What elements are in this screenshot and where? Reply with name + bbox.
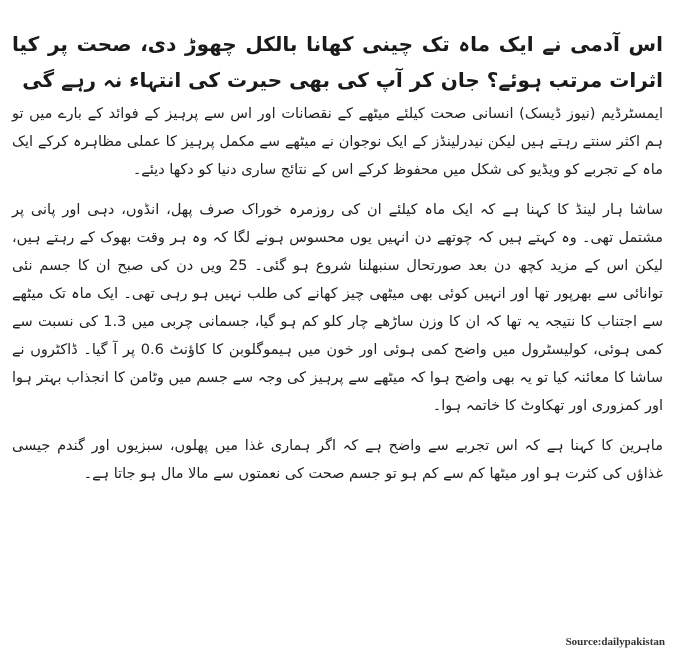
article-paragraph-intro: ایمسٹرڈیم (نیوز ڈیسک) انسانی صحت کیلئے میٹھے کے نقصانات اور اس سے پرہیز کے فوائد کے بارے میں تو ہم اکثر سنتے رہتے ہیں لیکن نیدرلینڈز کے ایک نوجوان نے میٹھے سے مکمل پرہیز کا عملی مظاہرہ کرکے ایک ماہ کے تجربے کو ویڈیو کی شکل میں محفوظ کرکے اس کے نتائج ساری دنیا کو دکھا دیئے۔: [12, 106, 663, 178]
article-body: [12, 26, 663, 500]
article-paragraph-results: ساشا ہار لینڈ کا کہنا ہے کہ ایک ماہ کیلئے ان کی روزمرہ خوراک صرف پھل، انڈوں، دہی اور پانی پر مشتمل تھی۔ وہ کہتے ہیں کہ چوتھے دن انہیں یوں محسوس ہونے لگا کہ وہ ہر وقت بھوک کے رہتے ہیں، لیکن اس کے مزید کچھ دن بعد صورتحال سنبھلنا شروع ہو گئی۔ 25 ویں دن کی صبح ان کا جسم نئی توانائی سے بھرپور تھا اور انہیں کوئی بھی میٹھی چیز کھانے کی طلب نہیں ہو رہی تھی۔ ایک ماہ تک میٹھے سے اجتناب کا نتیجہ یہ تھا کہ ان کا وزن ساڑھے چار کلو کم ہو گیا، جسمانی چربی میں 1.3 کی نسبت سے کمی ہوئی، کولیسٹرول میں واضح کمی ہوئی اور خون میں ہیموگلوبن کا کاؤنٹ 0.6 پر آ گیا۔ ڈاکٹروں نے ساشا کا معائنہ کیا تو یہ بھی واضح ہوا کہ میٹھے سے پرہیز کی وجہ سے جسم میں وٹامن کا انجذاب بہتر ہوا اور کمزوری اور تھکاوٹ کا خاتمہ ہوا۔: [12, 202, 663, 414]
source-credit: Source:dailypakistan: [565, 636, 665, 648]
article-title: اس آدمی نے ایک ماہ تک چینی کھانا بالکل چھوڑ دی، صحت پر کیا اثرات مرتب ہوئے؟ جان کر آپ کی بھی حیرت کی انتہاء نہ رہے گی: [12, 32, 663, 92]
article-paragraph-experts: ماہرین کا کہنا ہے کہ اس تجربے سے واضح ہے کہ اگر ہماری غذا میں پھلوں، سبزیوں اور گندم جیسی غذاؤں کی کثرت ہو اور میٹھا کم سے کم ہو تو جسم صحت کی نعمتوں سے مالا مال ہو جاتا ہے۔: [12, 438, 663, 482]
